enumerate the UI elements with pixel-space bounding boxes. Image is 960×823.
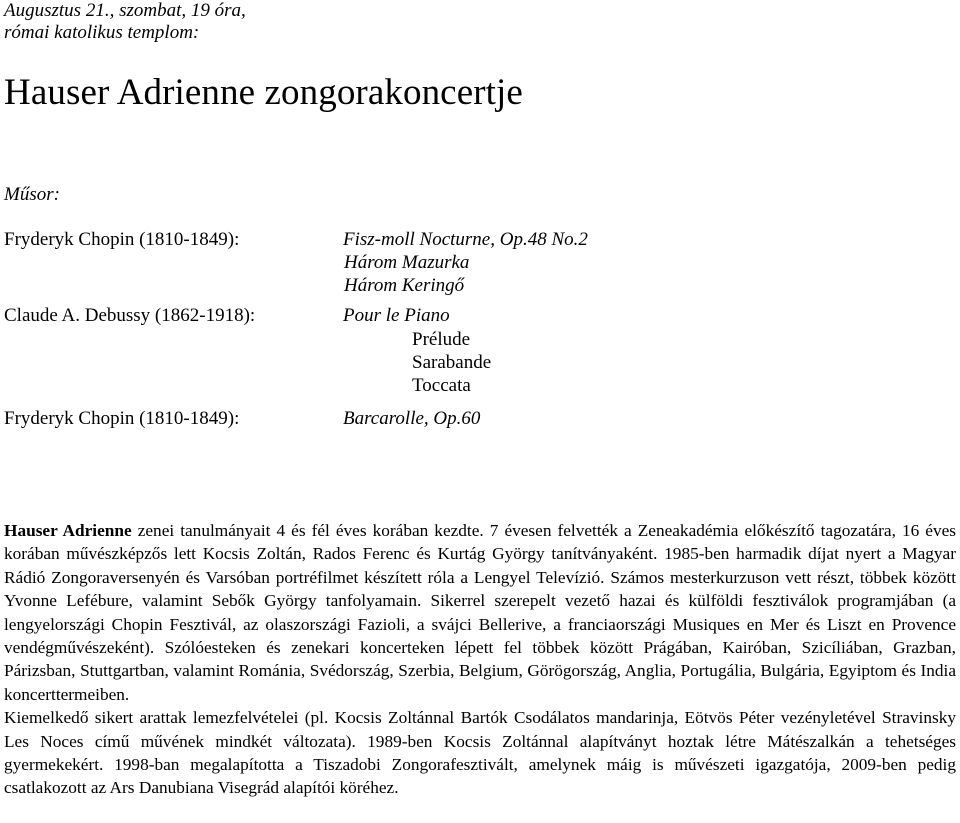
program-composer-1: Fryderyk Chopin (1810-1849): [4,229,240,250]
bio-paragraph-1 [4,519,956,706]
concert-title: Hauser Adrienne zongorakoncertje [4,72,523,113]
program-composer-3: Fryderyk Chopin (1810-1849): [4,408,240,429]
program-composer-2: Claude A. Debussy (1862-1918): [4,305,256,326]
event-date: Augusztus 21., szombat, 19 óra, [4,0,246,21]
program-work-2-2: Prélude [412,329,471,350]
artist-biography [4,519,956,800]
program-work-2-3: Sarabande [412,352,492,373]
program-work-2-1: Pour le Piano [343,305,450,326]
program-work-2-4: Toccata [412,375,471,396]
program-work-1-1: Fisz-moll Nocturne, Op.48 No.2 [343,229,588,250]
bio-paragraph-1-text: zenei tanulmányait 4 és fél éves korában kezdte. 7 évesen felvették a Zeneakadémia előkészítő tagozatára, 16 éves korában művészképzős lett Kocsis Zoltán, Rados Ferenc és Kurtág György tanítványaként. 1985-ben harmadik díjat nyert a Magyar Rádió Zongoraversenyén és Varsóban portréfilmet készített róla a Lengyel Televízió. Számos mesterkurzuson vett részt, többek között Yvonne Lefébure, valamint Sebők György tanfolyamain. Sikerrel szerepelt vezető hazai és külföldi fesztiválok programjában (a lengyelországi Chopin Fesztivál, az olaszországi Fazioli, a svájci Bellerive, a franciaországi Musiques en Mer és Liszt en Provence vendégművészeként). Szólóesteken és zenekari koncerteken lépett fel többek között Prágában, Kairóban, Szicíliában, Grazban, Párizsban, Stuttgartban, valamint Románia, Svédország, Szerbia, Belgium, Görögország, Anglia, Portugália, Bulgária, Egyiptom és India koncerttermeiben. [4,521,956,704]
program-heading: Műsor: [4,184,60,205]
artist-name: Hauser Adrienne [4,521,132,540]
program-work-3-1: Barcarolle, Op.60 [343,408,481,429]
event-venue: római katolikus templom: [4,22,200,43]
event-info [4,0,246,44]
program-work-1-3: Három Keringő [344,275,465,296]
bio-paragraph-2: Kiemelkedő sikert arattak lemezfelvételei (pl. Kocsis Zoltánnal Bartók Csodálatos mandarinja, Eötvös Péter vezényletével Stravinsky Les Noces című művének mindkét változata). 1989-ben Kocsis Zoltánnal alapítványt hoztak létre Mátészalkán a tehetséges gyermekekért. 1998-ban megalapította a Tiszadobi Zongorafesztivált, amelynek máig is művészeti igazgatója, 2009-ben pedig csatlakozott az Ars Danubiana Visegrád alapítói köréhez. [4,708,956,798]
program-work-1-2: Három Mazurka [344,252,470,273]
